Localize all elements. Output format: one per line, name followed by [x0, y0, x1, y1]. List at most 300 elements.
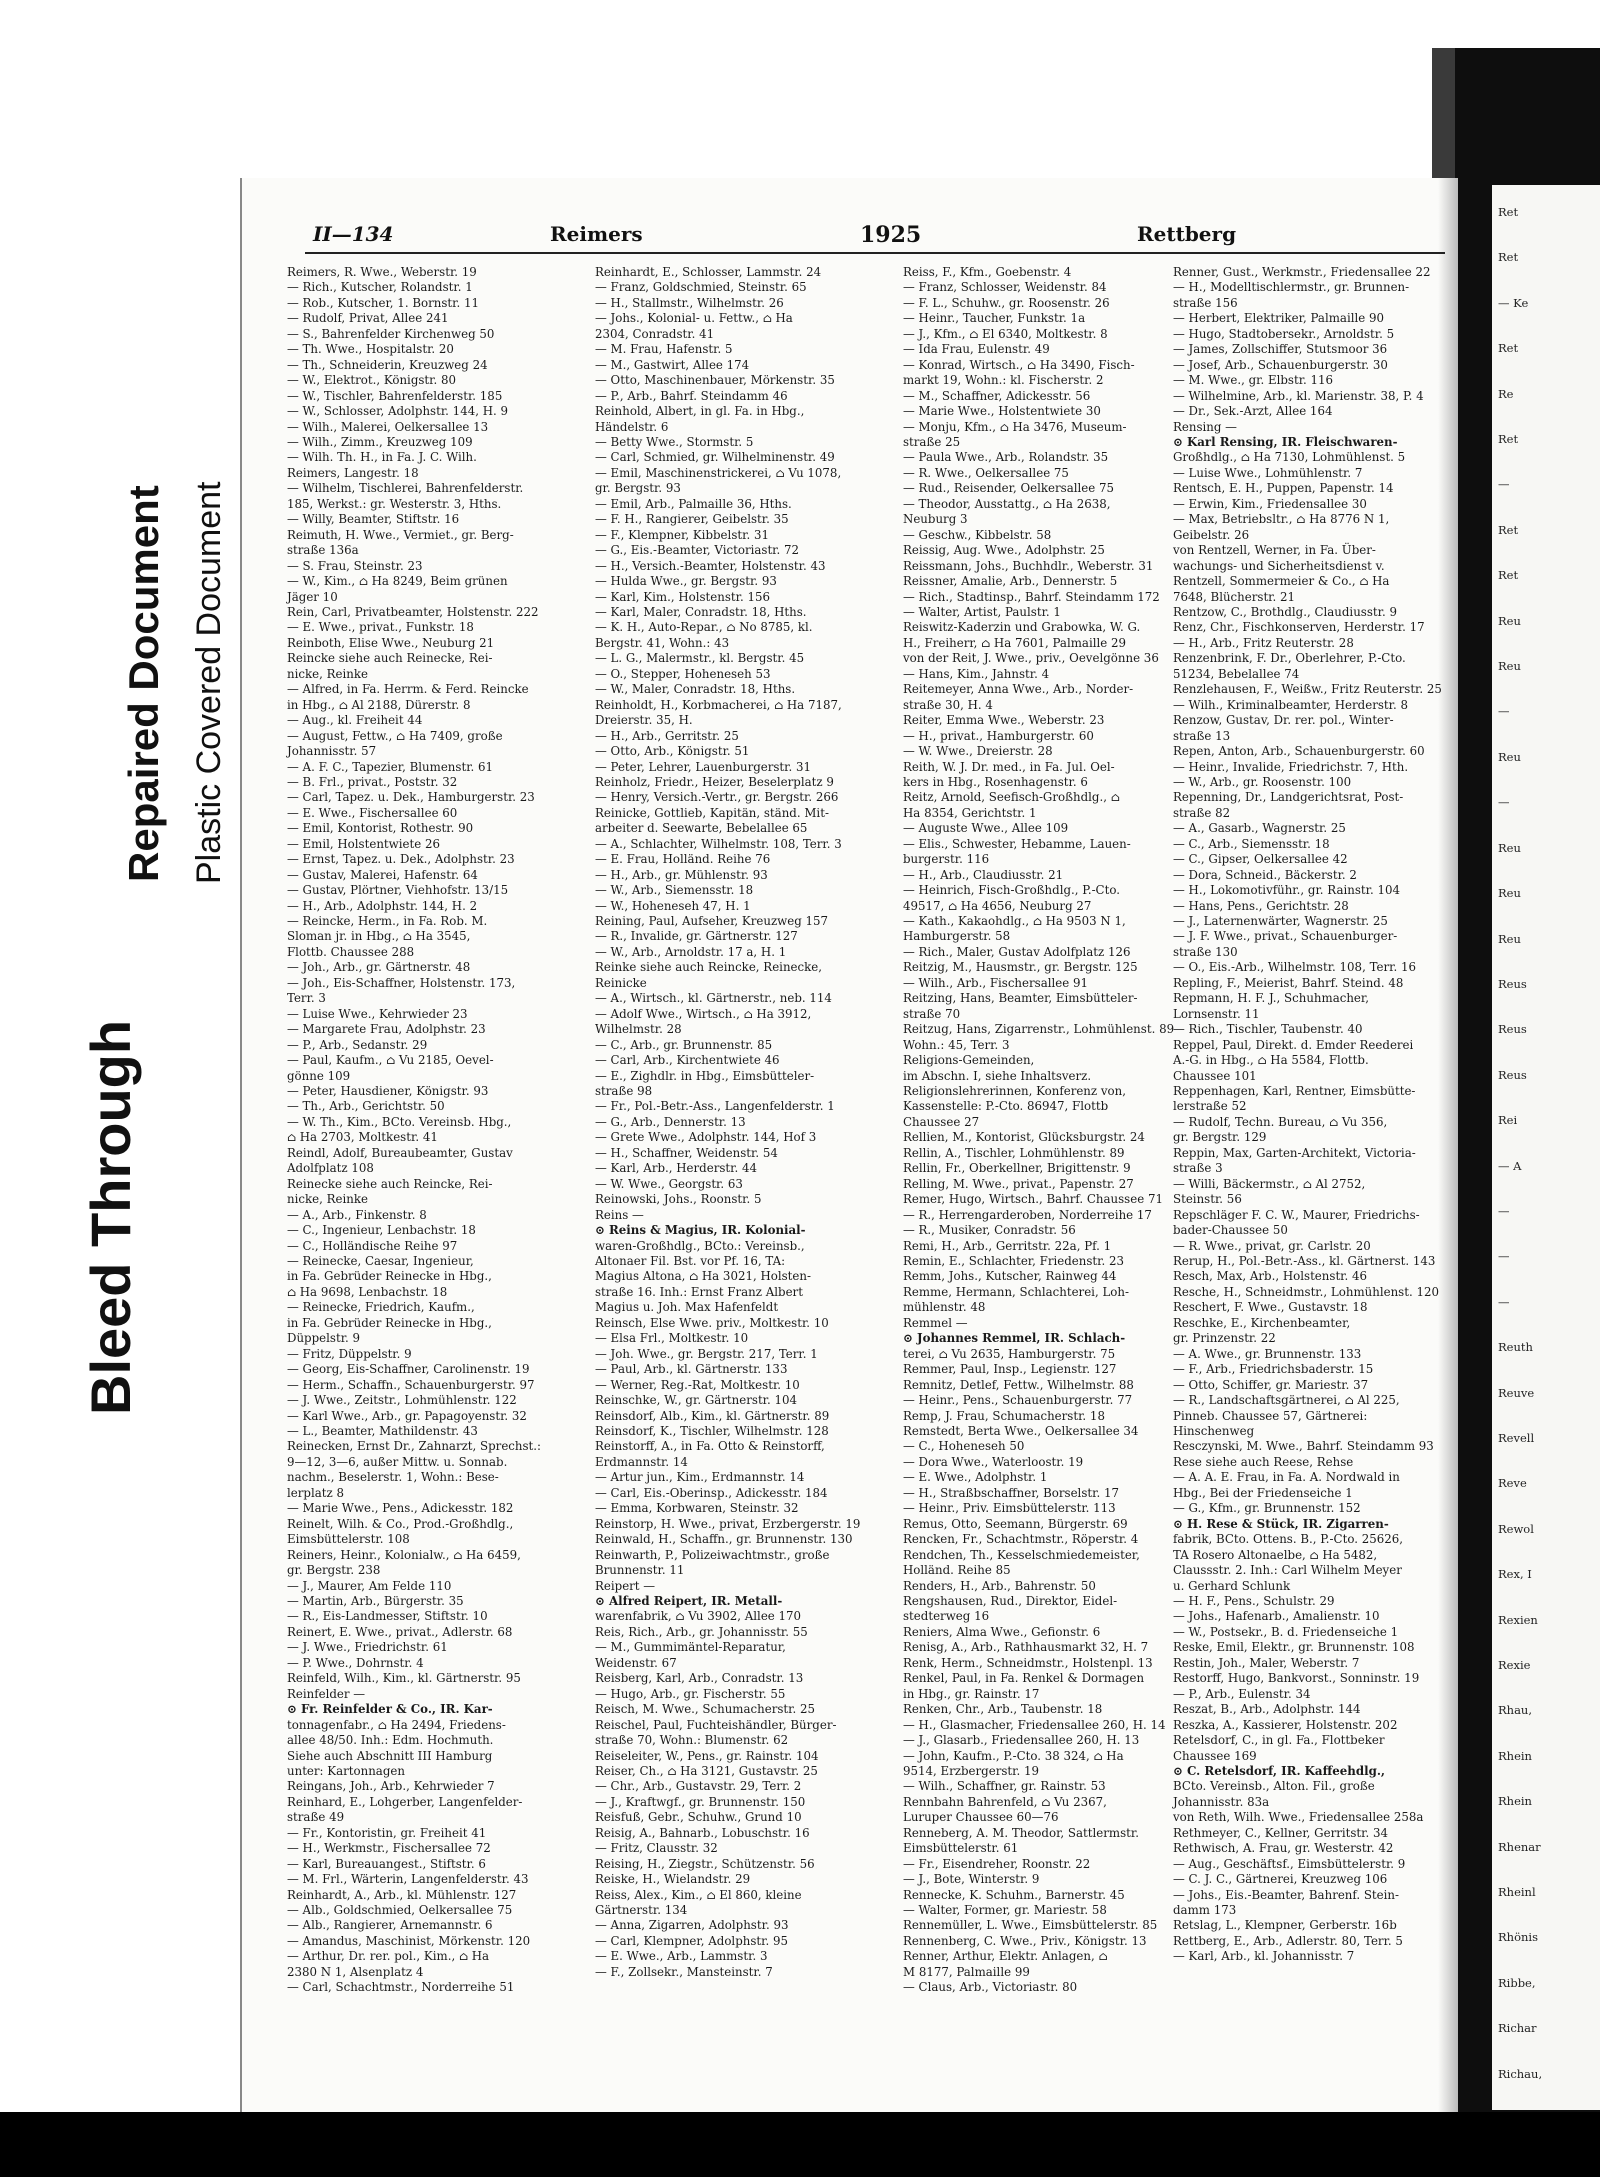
- directory-entry-line: Reitzig, M., Hausmstr., gr. Bergstr. 125: [903, 960, 1138, 975]
- directory-entry-line: — A. A. E. Frau, in Fa. A. Nordwald in: [1173, 1470, 1400, 1485]
- directory-entry-line: — Geschw., Kibbelstr. 58: [903, 527, 1052, 542]
- directory-entry-line: Relling, M. Wwe., privat., Papenstr. 27: [903, 1176, 1134, 1191]
- directory-entry-line: — Wilh., Malerei, Oelkersallee 13: [287, 419, 489, 434]
- next-page-fragment: Rhein: [1498, 1748, 1532, 1763]
- directory-entry-line: Reindl, Adolf, Bureaubeamter, Gustav: [287, 1145, 513, 1160]
- next-page-fragment: —: [1498, 1203, 1510, 1218]
- directory-entry-line: Pinneb. Chaussee 57, Gärtnerei:: [1173, 1408, 1368, 1423]
- directory-entry-line: — A., Arb., Finkenstr. 8: [287, 1207, 427, 1222]
- directory-entry-line: Reissmann, Johs., Buchhdlr., Weberstr. 31: [903, 558, 1154, 573]
- directory-entry-line: Renner, Gust., Werkmstr., Friedensallee 22: [1173, 265, 1431, 279]
- directory-entry-line: straße 82: [1173, 805, 1231, 820]
- directory-entry-line: — H., Straßbschaffner, Borselstr. 17: [903, 1485, 1119, 1500]
- directory-entry-line: — Hugo, Arb., gr. Fischerstr. 55: [595, 1686, 786, 1701]
- directory-entry-line: Flottb. Chaussee 288: [287, 944, 415, 959]
- directory-entry-line: — H., Arb., Claudiusstr. 21: [903, 867, 1064, 882]
- directory-entry-line: Renk, Herm., Schneidmstr., Holstenpl. 13: [903, 1655, 1153, 1670]
- directory-entry-line: straße 25: [903, 434, 961, 449]
- directory-entry-line: — H., Arb., Adolphstr. 144, H. 2: [287, 898, 478, 913]
- directory-entry-line: gönne 109: [287, 1068, 351, 1083]
- directory-entry-line: — Joh., Arb., gr. Gärtnerstr. 48: [287, 960, 471, 975]
- directory-entry-line: Reitz, Arnold, Seefisch-Großhdlg., ⌂: [903, 790, 1120, 805]
- directory-entry-line: — R. Wwe., Oelkersallee 75: [903, 465, 1069, 480]
- directory-entry-line: Remmer, Paul, Insp., Legienstr. 127: [903, 1362, 1117, 1377]
- directory-entry-line: — Heinr., Taucher, Funkstr. 1a: [903, 311, 1086, 326]
- directory-entry-line: — H., Lokomotivführ., gr. Rainstr. 104: [1173, 883, 1400, 898]
- directory-entry-line: waren-Großhdlg., BCto.: Vereinsb.,: [595, 1238, 805, 1253]
- directory-entry-line: Reiter, Emma Wwe., Weberstr. 23: [903, 713, 1105, 728]
- directory-entry-line: — Karl, Kim., Holstenstr. 156: [595, 589, 771, 604]
- directory-entry-line: — Josef, Arb., Schauenburgerstr. 30: [1173, 357, 1388, 372]
- directory-entry-line: Brunnenstr. 11: [595, 1563, 685, 1578]
- directory-entry-line: Reiners, Heinr., Kolonialw., ⌂ Ha 6459,: [287, 1547, 521, 1562]
- directory-entry-line: burgerstr. 116: [903, 852, 990, 867]
- directory-entry-line: Reissner, Amalie, Arb., Dennerstr. 5: [903, 574, 1118, 589]
- directory-entry-line: ⊙ Alfred Reipert, IR. Metall-: [595, 1593, 783, 1608]
- directory-entry-line: — H., Arb., gr. Mühlenstr. 93: [595, 867, 768, 882]
- directory-entry-line: — Rud., Reisender, Oelkersallee 75: [903, 481, 1115, 496]
- directory-entry-line: — E. Wwe., privat., Funkstr. 18: [287, 620, 474, 635]
- directory-entry-line: — J., Maurer, Am Felde 110: [287, 1578, 452, 1593]
- next-page-fragment: Revell: [1498, 1430, 1535, 1445]
- directory-entry-line: — H., Arb., Gerritstr. 25: [595, 728, 739, 743]
- directory-year: 1925: [860, 222, 922, 248]
- directory-entry-line: gr. Bergstr. 129: [1173, 1130, 1267, 1145]
- directory-entry-line: — H., Stallmstr., Wilhelmstr. 26: [595, 295, 784, 310]
- directory-entry-line: — Johs., Hafenarb., Amalienstr. 10: [1173, 1609, 1380, 1624]
- last-entry-word: Rettberg: [1137, 222, 1237, 246]
- directory-entry-line: — Emil, Arb., Palmaille 36, Hths.: [595, 496, 792, 511]
- directory-entry-line: H., Freiherr, ⌂ Ha 7601, Palmaille 29: [903, 635, 1127, 650]
- directory-entry-line: Düppelstr. 9: [287, 1331, 361, 1346]
- directory-entry-line: — Heinrich, Fisch-Großhdlg., P.-Cto.: [903, 883, 1120, 898]
- directory-entry-line: — Paul, Kaufm., ⌂ Vu 2185, Oevel-: [287, 1053, 494, 1068]
- directory-entry-line: Rellin, Fr., Oberkellner, Brigittenstr. 9: [903, 1161, 1131, 1176]
- directory-entry-line: — Rich., Maler, Gustav Adolfplatz 126: [903, 944, 1131, 959]
- directory-entry-line: — Th., Schneiderin, Kreuzweg 24: [287, 357, 488, 372]
- directory-entry-line: 9—12, 3—6, außer Mittw. u. Sonnab.: [287, 1454, 508, 1469]
- directory-entry-line: von der Reit, J. Wwe., priv., Oevelgönne 36: [903, 651, 1159, 666]
- directory-entry-line: — R., Musiker, Conradstr. 56: [903, 1223, 1076, 1238]
- directory-entry-line: — Henry, Versich.-Vertr., gr. Bergstr. 266: [595, 790, 839, 805]
- directory-entry-line: Reske, Emil, Elektr., gr. Brunnenstr. 108: [1173, 1640, 1415, 1655]
- directory-entry-line: — S. Frau, Steinstr. 23: [287, 558, 423, 573]
- directory-entry-line: Chaussee 101: [1173, 1068, 1257, 1083]
- directory-entry-line: Reitemeyer, Anna Wwe., Arb., Norder-: [903, 682, 1134, 697]
- directory-entry-line: — Heinr., Pens., Schauenburgerstr. 77: [903, 1393, 1133, 1408]
- directory-entry-line: — E. Frau, Holländ. Reihe 76: [595, 852, 771, 867]
- next-page-fragment: Rhönis: [1498, 1930, 1538, 1945]
- directory-entry-line: — C., Arb., Siemensstr. 18: [1173, 836, 1330, 851]
- directory-entry-line: — M. Frau, Hafenstr. 5: [595, 342, 733, 357]
- directory-entry-line: in Fa. Gebrüder Reinecke in Hbg.,: [287, 1315, 492, 1330]
- directory-entry-line: — Chr., Arb., Gustavstr. 29, Terr. 2: [595, 1779, 802, 1794]
- directory-entry-line: — H. F., Pens., Schulstr. 29: [1173, 1593, 1335, 1608]
- next-page-fragment: Reu: [1498, 931, 1521, 946]
- directory-entry-line: — Karl, Maler, Conradstr. 18, Hths.: [595, 604, 807, 619]
- directory-entry-line: — E. Wwe., Arb., Lammstr. 3: [595, 1949, 768, 1964]
- directory-entry-line: — W. Wwe., Georgstr. 63: [595, 1176, 743, 1191]
- next-page-fragment: Ret: [1498, 250, 1519, 265]
- directory-entry-line: Retslag, L., Klempner, Gerberstr. 16b: [1173, 1918, 1397, 1933]
- directory-entry-line: Reimers, Langestr. 18: [287, 465, 419, 480]
- directory-entry-line: — R. Wwe., privat, gr. Carlstr. 20: [1173, 1238, 1371, 1253]
- scan-bottom-edge: [0, 2112, 1600, 2177]
- directory-entry-line: Renkel, Paul, in Fa. Renkel & Dormagen: [903, 1671, 1145, 1686]
- directory-entry-line: — Carl, Tapez. u. Dek., Hamburgerstr. 23: [287, 790, 535, 805]
- directory-entry-line: TA Rosero Altonaelbe, ⌂ Ha 5482,: [1173, 1547, 1378, 1562]
- directory-entry-line: — Emil, Maschinenstrickerei, ⌂ Vu 1078,: [595, 465, 842, 480]
- next-page-fragment: Rhau,: [1498, 1703, 1532, 1718]
- directory-entry-line: wachungs- und Sicherheitsdienst v.: [1173, 558, 1385, 573]
- directory-entry-line: — Otto, Maschinenbauer, Mörkenstr. 35: [595, 373, 835, 388]
- directory-entry-line: in Hbg., gr. Rainstr. 17: [903, 1686, 1040, 1701]
- directory-entry-line: Erdmannstr. 14: [595, 1454, 688, 1469]
- directory-entry-line: — L., Beamter, Mathildenstr. 43: [287, 1423, 478, 1438]
- directory-entry-line: Religions-Gemeinden,: [903, 1053, 1035, 1068]
- directory-entry-line: Reschert, F. Wwe., Gustavstr. 18: [1173, 1300, 1368, 1315]
- directory-entry-line: — Marie Wwe., Holstentwiete 30: [903, 404, 1101, 419]
- directory-entry-line: — John, Kaufm., P.-Cto. 38 324, ⌂ Ha: [903, 1748, 1124, 1763]
- directory-entry-line: — Paula Wwe., Arb., Rolandstr. 35: [903, 450, 1109, 465]
- directory-entry-line: straße 70, Wohn.: Blumenstr. 62: [595, 1733, 789, 1748]
- directory-entry-line: in Fa. Gebrüder Reinecke in Hbg.,: [287, 1269, 492, 1284]
- directory-entry-line: — A., Wirtsch., kl. Gärtnerstr., neb. 114: [595, 991, 832, 1006]
- directory-entry-line: Remmel —: [903, 1315, 968, 1330]
- directory-entry-line: — J., Glasarb., Friedensallee 260, H. 13: [903, 1733, 1140, 1748]
- directory-entry-line: — K. H., Auto-Repar., ⌂ No 8785, kl.: [595, 620, 813, 635]
- directory-entry-line: — Reinecke, Caesar, Ingenieur,: [287, 1254, 474, 1268]
- directory-entry-line: Rellin, A., Tischler, Lohmühlenstr. 89: [903, 1145, 1125, 1160]
- directory-entry-line: — H., privat., Hamburgerstr. 60: [903, 728, 1094, 743]
- directory-entry-line: Repschläger F. C. W., Maurer, Friedrichs-: [1173, 1207, 1420, 1222]
- directory-entry-line: Reinecke siehe auch Reincke, Rei-: [287, 1176, 493, 1191]
- directory-entry-line: Reinboth, Elise Wwe., Neuburg 21: [287, 635, 495, 650]
- directory-entry-line: damm 173: [1173, 1903, 1237, 1918]
- directory-entry-line: Reinert, E. Wwe., privat., Adlerstr. 68: [287, 1624, 513, 1639]
- directory-entry-line: Reppel, Paul, Direkt. d. Emder Reederei: [1173, 1037, 1414, 1052]
- directory-entry-line: Reitzug, Hans, Zigarrenstr., Lohmühlenst. 89: [903, 1022, 1175, 1037]
- directory-entry-line: — J., Kraftwgf., gr. Brunnenstr. 150: [595, 1794, 806, 1809]
- directory-entry-line: — Auguste Wwe., Allee 109: [903, 821, 1069, 836]
- directory-entry-line: Rennecke, K. Schuhm., Barnerstr. 45: [903, 1887, 1125, 1902]
- directory-entry-line: — P., Arb., Eulenstr. 34: [1173, 1686, 1311, 1701]
- directory-entry-line: — Wilh., Zimm., Kreuzweg 109: [287, 434, 473, 449]
- directory-entry-line: — C., Gipser, Oelkersallee 42: [1173, 852, 1348, 867]
- next-page-fragment: Reve: [1498, 1476, 1527, 1491]
- directory-entry-line: — F., Zollsekr., Mansteinstr. 7: [595, 1964, 773, 1979]
- directory-entry-line: Reinsch, Else Wwe. priv., Moltkestr. 10: [595, 1315, 829, 1330]
- directory-entry-line: ⊙ Karl Rensing, IR. Fleischwaren-: [1173, 434, 1398, 449]
- directory-entry-line: Resch, Max, Arb., Holstenstr. 46: [1173, 1269, 1368, 1284]
- directory-entry-line: — Emil, Kontorist, Rothestr. 90: [287, 821, 474, 836]
- directory-entry-line: Reppin, Max, Garten-Architekt, Victoria-: [1173, 1145, 1416, 1160]
- label-plastic-covered: Plastic Covered Document: [190, 481, 228, 884]
- directory-entry-line: — F. L., Schuhw., gr. Roosenstr. 26: [903, 295, 1110, 310]
- directory-entry-line: Reinfeld, Wilh., Kim., kl. Gärtnerstr. 95: [287, 1671, 521, 1686]
- directory-entry-line: — Erwin, Kim., Friedensallee 30: [1173, 496, 1367, 511]
- directory-entry-line: Ha 8354, Gerichtstr. 1: [903, 805, 1037, 820]
- label-bleed-through: Bleed Through: [79, 1019, 142, 1415]
- directory-entry-line: — Fritz, Düppelstr. 9: [287, 1346, 412, 1361]
- directory-entry-line: unter: Kartonnagen: [287, 1763, 405, 1778]
- directory-entry-line: Renisg, A., Arb., Rathhausmarkt 32, H. 7: [903, 1640, 1149, 1655]
- directory-entry-line: — E. Wwe., Adolphstr. 1: [903, 1470, 1048, 1485]
- directory-entry-line: — Kath., Kakaohdlg., ⌂ Ha 9503 N 1,: [903, 914, 1126, 929]
- directory-entry-line: straße 156: [1173, 295, 1238, 310]
- directory-entry-line: Eimsbüttelerstr. 61: [903, 1841, 1019, 1856]
- directory-entry-line: Remi, H., Arb., Gerritstr. 22a, Pf. 1: [903, 1238, 1112, 1253]
- directory-entry-line: Weidenstr. 67: [595, 1655, 677, 1670]
- directory-entry-line: Claussstr. 2. Inh.: Carl Wilhelm Meyer: [1173, 1563, 1402, 1578]
- directory-entry-line: — H., Werkmstr., Fischersallee 72: [287, 1841, 491, 1856]
- directory-entry-line: nicke, Reinke: [287, 1192, 368, 1207]
- directory-entry-line: — Georg, Eis-Schaffner, Carolinenstr. 19: [287, 1362, 530, 1377]
- directory-entry-line: Retelsdorf, C., in gl. Fa., Flottbeker: [1173, 1733, 1385, 1748]
- directory-entry-line: Rethwisch, A. Frau, gr. Westerstr. 42: [1173, 1841, 1394, 1856]
- directory-entry-line: Reinhardt, E., Schlosser, Lammstr. 24: [595, 265, 822, 279]
- directory-entry-line: Repling, F., Meierist, Bahrf. Steind. 48: [1173, 975, 1404, 990]
- next-page-fragment: Reu: [1498, 659, 1521, 674]
- directory-entry-line: — Paul, Arb., kl. Gärtnerstr. 133: [595, 1362, 788, 1377]
- directory-entry-line: Hamburgerstr. 58: [903, 929, 1011, 944]
- directory-entry-line: — Rob., Kutscher, 1. Bornstr. 11: [287, 295, 479, 310]
- directory-entry-line: — Rich., Stadtinsp., Bahrf. Steindamm 172: [903, 589, 1160, 604]
- directory-entry-line: Reitzing, Hans, Beamter, Eimsbütteler-: [903, 991, 1138, 1006]
- directory-entry-line: — Artur jun., Kim., Erdmannstr. 14: [595, 1470, 805, 1485]
- directory-entry-line: — B. Frl., privat., Poststr. 32: [287, 774, 458, 789]
- directory-entry-line: — Alb., Rangierer, Arnemannstr. 6: [287, 1918, 493, 1933]
- directory-entry-line: — Marie Wwe., Pens., Adickesstr. 182: [287, 1501, 514, 1516]
- next-page-fragment: Reus: [1498, 1022, 1527, 1037]
- directory-entry-line: — J., Kfm., ⌂ El 6340, Moltkestr. 8: [903, 326, 1108, 341]
- directory-entry-line: Reischel, Paul, Fuchteishändler, Bürger-: [595, 1717, 837, 1732]
- directory-entry-line: Reising, H., Ziegstr., Schützenstr. 56: [595, 1856, 815, 1871]
- next-page-fragment: Re: [1498, 386, 1514, 401]
- directory-entry-line: Renzlehausen, F., Weißw., Fritz Reuterstr. 25: [1173, 682, 1442, 697]
- directory-entry-line: — Rudolf, Techn. Bureau, ⌂ Vu 356,: [1173, 1114, 1388, 1129]
- directory-entry-line: Hinschenweg: [1173, 1423, 1255, 1438]
- directory-entry-line: — M. Frl., Wärterin, Langenfelderstr. 43: [287, 1872, 529, 1887]
- directory-entry-line: — R., Landschaftsgärtnerei, ⌂ Al 225,: [1173, 1393, 1400, 1408]
- directory-entry-line: Rentzow, C., Brothdlg., Claudiusstr. 9: [1173, 604, 1397, 619]
- directory-entry-line: Renneberg, A. M. Theodor, Sattlermstr.: [903, 1825, 1139, 1840]
- directory-entry-line: Resczynski, M. Wwe., Bahrf. Steindamm 93: [1173, 1439, 1434, 1454]
- directory-entry-line: 7648, Blücherstr. 21: [1173, 589, 1296, 604]
- directory-entry-line: Reining, Paul, Aufseher, Kreuzweg 157: [595, 914, 829, 929]
- directory-entry-line: — H., Versich.-Beamter, Holstenstr. 43: [595, 558, 826, 573]
- directory-entry-line: — Fr., Eisendreher, Roonstr. 22: [903, 1856, 1091, 1871]
- directory-entry-line: — L. G., Malermstr., kl. Bergstr. 45: [595, 651, 805, 666]
- directory-entry-line: straße 130: [1173, 944, 1238, 959]
- directory-entry-line: — Rich., Tischler, Taubenstr. 40: [1173, 1022, 1363, 1037]
- directory-entry-line: — Betty Wwe., Stormstr. 5: [595, 434, 754, 449]
- directory-entry-line: — Anna, Zigarren, Adolphstr. 93: [595, 1918, 789, 1933]
- directory-entry-line: Steinstr. 56: [1173, 1192, 1242, 1207]
- directory-entry-line: Reinsdorf, Alb., Kim., kl. Gärtnerstr. 89: [595, 1408, 830, 1423]
- directory-entry-line: — F., Arb., Friedrichsbaderstr. 15: [1173, 1362, 1374, 1377]
- directory-entry-line: — Gustav, Malerei, Hafenstr. 64: [287, 867, 478, 882]
- directory-entry-line: Remin, E., Schlachter, Friedenstr. 23: [903, 1254, 1125, 1268]
- directory-entry-line: — W., Arb., Arnoldstr. 17 a, H. 1: [595, 944, 787, 959]
- directory-entry-line: — Luise Wwe., Kehrwieder 23: [287, 1006, 468, 1021]
- directory-entry-line: Luruper Chaussee 60—76: [903, 1810, 1059, 1825]
- directory-entry-line: Kassenstelle: P.-Cto. 86947, Flottb: [903, 1099, 1109, 1114]
- directory-entry-line: Reiser, Ch., ⌂ Ha 3121, Gustavstr. 25: [595, 1763, 818, 1778]
- column-4: [1173, 265, 1445, 1965]
- directory-entry-line: — Aug., Geschäftsf., Eimsbüttelerstr. 9: [1173, 1856, 1406, 1871]
- directory-entry-line: Reinowski, Johs., Roonstr. 5: [595, 1192, 762, 1207]
- directory-entry-line: 49517, ⌂ Ha 4656, Neuburg 27: [903, 898, 1092, 913]
- directory-entry-line: Reinholz, Friedr., Heizer, Beselerplatz 9: [595, 774, 834, 789]
- directory-entry-line: — Konrad, Wirtsch., ⌂ Ha 3490, Fisch-: [903, 357, 1135, 372]
- directory-entry-line: — M. Wwe., gr. Elbstr. 116: [1173, 373, 1334, 388]
- directory-entry-line: Reiswitz-Kaderzin und Grabowka, W. G.: [903, 620, 1141, 635]
- directory-entry-line: Renz, Chr., Fischkonserven, Herderstr. 17: [1173, 620, 1425, 635]
- directory-entry-line: Dreierstr. 35, H.: [595, 713, 693, 728]
- directory-entry-line: — G., Eis.-Beamter, Victoriastr. 72: [595, 543, 800, 558]
- directory-entry-line: Religionslehrerinnen, Konferenz von,: [903, 1084, 1126, 1099]
- directory-entry-line: 2304, Conradstr. 41: [595, 326, 715, 341]
- directory-entry-line: Johannisstr. 83a: [1173, 1794, 1270, 1809]
- next-page-fragment: Richau,: [1498, 2066, 1543, 2081]
- next-page-fragment: Rexien: [1498, 1612, 1538, 1627]
- directory-entry-line: — A., Schlachter, Wilhelmstr. 108, Terr. 3: [595, 836, 842, 851]
- directory-entry-line: Reiske, H., Wielandstr. 29: [595, 1872, 751, 1887]
- directory-entry-line: mühlenstr. 48: [903, 1300, 986, 1315]
- directory-entry-line: — Otto, Arb., Königstr. 51: [595, 744, 750, 759]
- directory-entry-line: Repenning, Dr., Landgerichtsrat, Post-: [1173, 790, 1404, 805]
- directory-entry-line: von Reth, Wilh. Wwe., Friedensallee 258a: [1173, 1810, 1424, 1825]
- directory-entry-line: — Amandus, Maschinist, Mörkenstr. 120: [287, 1933, 531, 1948]
- directory-entry-line: — Wilh., Arb., Fischersallee 91: [903, 975, 1089, 990]
- directory-entry-line: — W., Kim., ⌂ Ha 8249, Beim grünen: [287, 574, 508, 589]
- directory-entry-line: Renzenbrink, F. Dr., Oberlehrer, P.-Cto.: [1173, 651, 1406, 666]
- page-number: II—134: [313, 222, 394, 246]
- directory-entry-line: straße 16. Inh.: Ernst Franz Albert: [595, 1284, 803, 1299]
- page-header: [305, 222, 1445, 254]
- directory-entry-line: gr. Prinzenstr. 22: [1173, 1331, 1276, 1346]
- directory-entry-line: — Walter, Former, gr. Mariestr. 58: [903, 1903, 1107, 1918]
- directory-entry-line: — Karl, Bureauangest., Stiftstr. 6: [287, 1856, 486, 1871]
- directory-entry-line: Remp, J. Frau, Schumacherstr. 18: [903, 1408, 1105, 1423]
- directory-entry-line: von Rentzell, Werner, in Fa. Über-: [1173, 543, 1376, 558]
- directory-entry-line: Reinfelder —: [287, 1686, 366, 1701]
- directory-entry-line: — H., Glasmacher, Friedensallee 260, H. 14: [903, 1717, 1166, 1732]
- directory-entry-line: — W., Postsekr., B. d. Friedenseiche 1: [1173, 1624, 1399, 1639]
- directory-entry-line: — G., Kfm., gr. Brunnenstr. 152: [1173, 1501, 1361, 1516]
- directory-entry-line: nachm., Beselerstr. 1, Wohn.: Bese-: [287, 1470, 499, 1485]
- directory-entry-line: — Gustav, Plörtner, Viehhofstr. 13/15: [287, 883, 509, 898]
- directory-entry-line: Chaussee 27: [903, 1114, 980, 1129]
- directory-entry-line: — Elsa Frl., Moltkestr. 10: [595, 1331, 749, 1346]
- directory-entry-line: im Abschn. I, siehe Inhaltsverz.: [903, 1068, 1092, 1083]
- next-page-fragment: Reus: [1498, 976, 1527, 991]
- next-page-fragment: Rheinl: [1498, 1885, 1536, 1900]
- directory-entry-line: — Carl, Schachtmstr., Norderreihe 51: [287, 1980, 515, 1995]
- directory-entry-line: gr. Bergstr. 93: [595, 481, 681, 496]
- directory-entry-line: — Monju, Kfm., ⌂ Ha 3476, Museum-: [903, 419, 1127, 434]
- next-page-fragment: — Ke: [1498, 295, 1529, 310]
- directory-entry-line: — M., Gummimäntel-Reparatur,: [595, 1640, 786, 1655]
- directory-entry-line: — Hugo, Stadtobersekr., Arnoldstr. 5: [1173, 326, 1395, 341]
- directory-entry-line: Remnitz, Detlef, Fettw., Wilhelmstr. 88: [903, 1377, 1134, 1392]
- directory-entry-line: — Th. Wwe., Hospitalstr. 20: [287, 342, 454, 357]
- directory-entry-line: — Ernst, Tapez. u. Dek., Adolphstr. 23: [287, 852, 515, 867]
- directory-entry-line: Reszat, B., Arb., Adolphstr. 144: [1173, 1702, 1361, 1717]
- directory-entry-line: — Hulda Wwe., gr. Bergstr. 93: [595, 574, 777, 589]
- directory-entry-line: — Carl, Schmied, gr. Wilhelminenstr. 49: [595, 450, 835, 465]
- directory-entry-line: — M., Gastwirt, Allee 174: [595, 357, 750, 372]
- column-1: [287, 265, 589, 1996]
- directory-entry-line: — Emma, Korbwaren, Steinstr. 32: [595, 1501, 799, 1516]
- directory-entry-line: — Alfred, in Fa. Herrm. & Ferd. Reincke: [287, 682, 529, 697]
- directory-entry-line: gr. Bergstr. 238: [287, 1563, 381, 1578]
- directory-entry-line: Altonaer Fil. Bst. vor Pf. 16, TA:: [595, 1254, 786, 1268]
- directory-entry-line: Wilhelmstr. 28: [595, 1022, 682, 1037]
- directory-entry-line: Reipert —: [595, 1578, 656, 1593]
- directory-entry-line: — Peter, Hausdiener, Königstr. 93: [287, 1084, 489, 1099]
- directory-entry-line: — Rudolf, Privat, Allee 241: [287, 311, 449, 326]
- next-page-fragment: Reu: [1498, 840, 1521, 855]
- directory-entry-line: — P., Arb., Sedanstr. 29: [287, 1037, 428, 1052]
- directory-entry-line: Chaussee 169: [1173, 1748, 1257, 1763]
- directory-entry-line: — W. Th., Kim., BCto. Vereinsb. Hbg.,: [287, 1114, 512, 1129]
- next-page-fragment: Ret: [1498, 568, 1519, 583]
- directory-entry-line: 51234, Bebelallee 74: [1173, 666, 1300, 681]
- directory-entry-line: A.-G. in Hbg., ⌂ Ha 5584, Flottb.: [1173, 1053, 1369, 1068]
- directory-entry-line: — W., Tischler, Bahrenfelderstr. 185: [287, 388, 503, 403]
- directory-entry-line: — Wilhelmine, Arb., kl. Marienstr. 38, P. 4: [1173, 388, 1424, 403]
- directory-entry-line: Rellien, M., Kontorist, Glücksburgstr. 24: [903, 1130, 1145, 1145]
- directory-entry-line: — A. Wwe., gr. Brunnenstr. 133: [1173, 1346, 1362, 1361]
- directory-entry-line: Reimers, R. Wwe., Weberstr. 19: [287, 265, 477, 279]
- directory-entry-line: Resche, H., Schneidmstr., Lohmühlenst. 120: [1173, 1284, 1439, 1299]
- directory-entry-line: — Johs., Kolonial- u. Fettw., ⌂ Ha: [595, 311, 793, 326]
- directory-entry-line: — Willi, Bäckermstr., ⌂ Al 2752,: [1173, 1176, 1366, 1191]
- next-page-fragment: —: [1498, 1294, 1510, 1309]
- next-page-fragment: Reus: [1498, 1067, 1527, 1082]
- directory-entry-line: ⊙ Reins & Magius, IR. Kolonial-: [595, 1223, 806, 1238]
- directory-entry-line: straße 49: [287, 1810, 345, 1825]
- directory-entry-line: — Ida Frau, Eulenstr. 49: [903, 342, 1050, 357]
- directory-entry-line: — W., Hoheneseh 47, H. 1: [595, 898, 751, 913]
- directory-entry-line: — Karl Wwe., Arb., gr. Papagoyenstr. 32: [287, 1408, 527, 1423]
- next-page-fragment: Ret: [1498, 205, 1519, 219]
- directory-entry-line: — R., Invalide, gr. Gärtnerstr. 127: [595, 929, 798, 944]
- directory-entry-line: — O., Stepper, Hoheneseh 53: [595, 666, 771, 681]
- directory-entry-line: — Heinr., Priv. Eimsbüttelerstr. 113: [903, 1501, 1116, 1516]
- directory-entry-line: — P., Arb., Bahrf. Steindamm 46: [595, 388, 788, 403]
- directory-entry-line: Großhdlg., ⌂ Ha 7130, Lohmühlenst. 5: [1173, 450, 1406, 465]
- column-2: [595, 265, 897, 1980]
- directory-entry-line: terei, ⌂ Vu 2635, Hamburgerstr. 75: [903, 1346, 1116, 1361]
- directory-entry-line: Reinecken, Ernst Dr., Zahnarzt, Sprechst.:: [287, 1439, 542, 1454]
- directory-entry-line: — Dr., Sek.-Arzt, Allee 164: [1173, 404, 1333, 419]
- directory-entry-line: Rerup, H., Pol.-Betr.-Ass., kl. Gärtnerst. 143: [1173, 1254, 1436, 1268]
- next-page-fragment: Rhenar: [1498, 1839, 1541, 1854]
- first-entry-word: Reimers: [550, 222, 643, 246]
- directory-entry-line: Remus, Otto, Seemann, Bürgerstr. 69: [903, 1516, 1128, 1531]
- directory-entry-line: straße 30, H. 4: [903, 697, 993, 712]
- directory-entry-line: Renken, Chr., Arb., Taubenstr. 18: [903, 1702, 1103, 1717]
- directory-entry-line: ⊙ Johannes Remmel, IR. Schlach-: [903, 1331, 1126, 1346]
- directory-entry-line: Rentsch, E. H., Puppen, Papenstr. 14: [1173, 481, 1394, 496]
- directory-entry-line: Reschke, E., Kirchenbeamter,: [1173, 1315, 1351, 1330]
- directory-entry-line: — Dora, Schneid., Bäckerstr. 2: [1173, 867, 1357, 882]
- directory-entry-line: Reiss, F., Kfm., Goebenstr. 4: [903, 265, 1072, 279]
- directory-entry-line: kers in Hbg., Rosenhagenstr. 6: [903, 774, 1088, 789]
